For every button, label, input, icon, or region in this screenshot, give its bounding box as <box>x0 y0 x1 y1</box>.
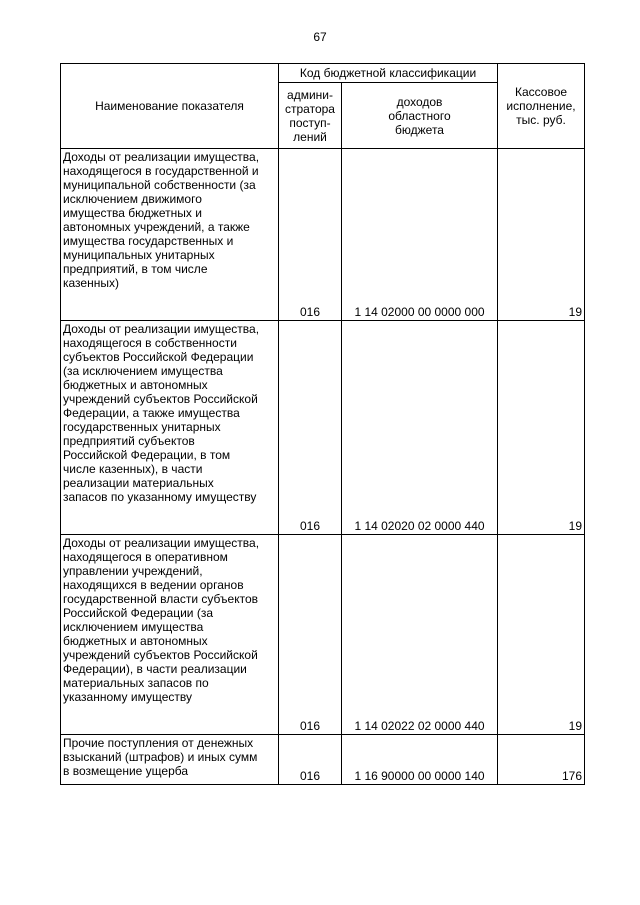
text-line: имущества бюджетных и <box>63 206 202 220</box>
text-line: исключением движимого <box>63 192 202 206</box>
text-line: бюджета <box>395 122 444 137</box>
page-number: 67 <box>313 30 327 44</box>
text-line: Прочие поступления от денежных <box>63 736 254 750</box>
row-amount: 19 <box>498 149 585 321</box>
text-line: находящегося в оперативном <box>63 550 228 564</box>
row-admin-code: 016 <box>279 535 342 735</box>
text-line: Доходы от реализации имущества, <box>63 150 260 164</box>
text-line: стратора <box>285 101 335 116</box>
table-row <box>61 149 585 321</box>
row-income-code: 1 14 02022 02 0000 440 <box>342 535 498 735</box>
text-line: предприятий субъектов <box>63 434 195 448</box>
table-row <box>61 735 585 785</box>
text-line: Российской Федерации (за <box>63 606 213 620</box>
text-line: указанному имуществу <box>63 690 192 704</box>
text-line: управлении учреждений, <box>63 564 203 578</box>
text-line: Российской Федерации, в том <box>63 448 231 462</box>
text-line: тыс. руб. <box>516 113 566 127</box>
text-line: субъектов Российской Федерации <box>63 350 254 364</box>
text-line: учреждений субъектов Российской <box>63 392 258 406</box>
text-line: в возмещение ущерба <box>63 764 189 778</box>
text-line: находящихся в ведении органов <box>63 578 244 592</box>
text-line: предприятий, в том числе <box>63 262 208 276</box>
row-name <box>61 535 279 735</box>
text-line: казенных) <box>63 276 119 290</box>
text-line: бюджетных и автономных <box>63 634 208 648</box>
row-name <box>61 735 279 785</box>
row-admin-code: 016 <box>279 735 342 785</box>
text-line: автономных учреждений, а также <box>63 220 250 234</box>
row-amount: 176 <box>498 735 585 785</box>
row-name <box>61 149 279 321</box>
header-admin <box>279 83 342 149</box>
row-admin-code: 016 <box>279 321 342 535</box>
text-line: поступ- <box>289 115 331 130</box>
text-line: Федерации, а также имущества <box>63 406 240 420</box>
text-line: государственной власти субъектов <box>63 592 258 606</box>
header-amount <box>498 64 585 149</box>
text-line: (за исключением имущества <box>63 364 223 378</box>
text-line: государственных унитарных <box>63 420 221 434</box>
text-line: областного <box>388 108 451 123</box>
table-row <box>61 535 585 735</box>
row-amount: 19 <box>498 321 585 535</box>
row-amount: 19 <box>498 535 585 735</box>
header-income <box>342 83 498 149</box>
text-line: Кассовое <box>514 85 568 99</box>
row-income-code: 1 14 02020 02 0000 440 <box>342 321 498 535</box>
row-admin-code: 016 <box>279 149 342 321</box>
row-name <box>61 321 279 535</box>
text-line: исключением имущества <box>63 620 204 634</box>
header-row-top <box>61 64 585 83</box>
text-line: админи- <box>287 87 333 102</box>
budget-table <box>60 63 585 785</box>
header-code-group: Код бюджетной классификации <box>279 64 498 83</box>
text-line: запасов по указанному имуществу <box>63 490 257 504</box>
text-line: бюджетных и автономных <box>63 378 208 392</box>
table-row <box>61 321 585 535</box>
text-line: лений <box>293 129 327 144</box>
text-line: Федерации), в части реализации <box>63 662 247 676</box>
text-line: материальных запасов по <box>63 676 209 690</box>
text-line: муниципальных унитарных <box>63 248 215 262</box>
text-line: числе казенных), в части <box>63 462 203 476</box>
text-line: реализации материальных <box>63 476 214 490</box>
text-line: находящегося в собственности <box>63 336 237 350</box>
row-income-code: 1 16 90000 00 0000 140 <box>342 735 498 785</box>
text-line: имущества государственных и <box>63 234 234 248</box>
text-line: муниципальной собственности (за <box>63 178 256 192</box>
text-line: Доходы от реализации имущества, <box>63 322 260 336</box>
header-name: Наименование показателя <box>61 64 279 149</box>
text-line: взысканий (штрафов) и иных сумм <box>63 750 258 764</box>
row-income-code: 1 14 02000 00 0000 000 <box>342 149 498 321</box>
text-line: находящегося в государственной и <box>63 164 259 178</box>
text-line: исполнение, <box>506 99 576 113</box>
text-line: доходов <box>396 94 443 109</box>
table-body <box>61 149 585 785</box>
text-line: Доходы от реализации имущества, <box>63 536 260 550</box>
text-line: учреждений субъектов Российской <box>63 648 258 662</box>
